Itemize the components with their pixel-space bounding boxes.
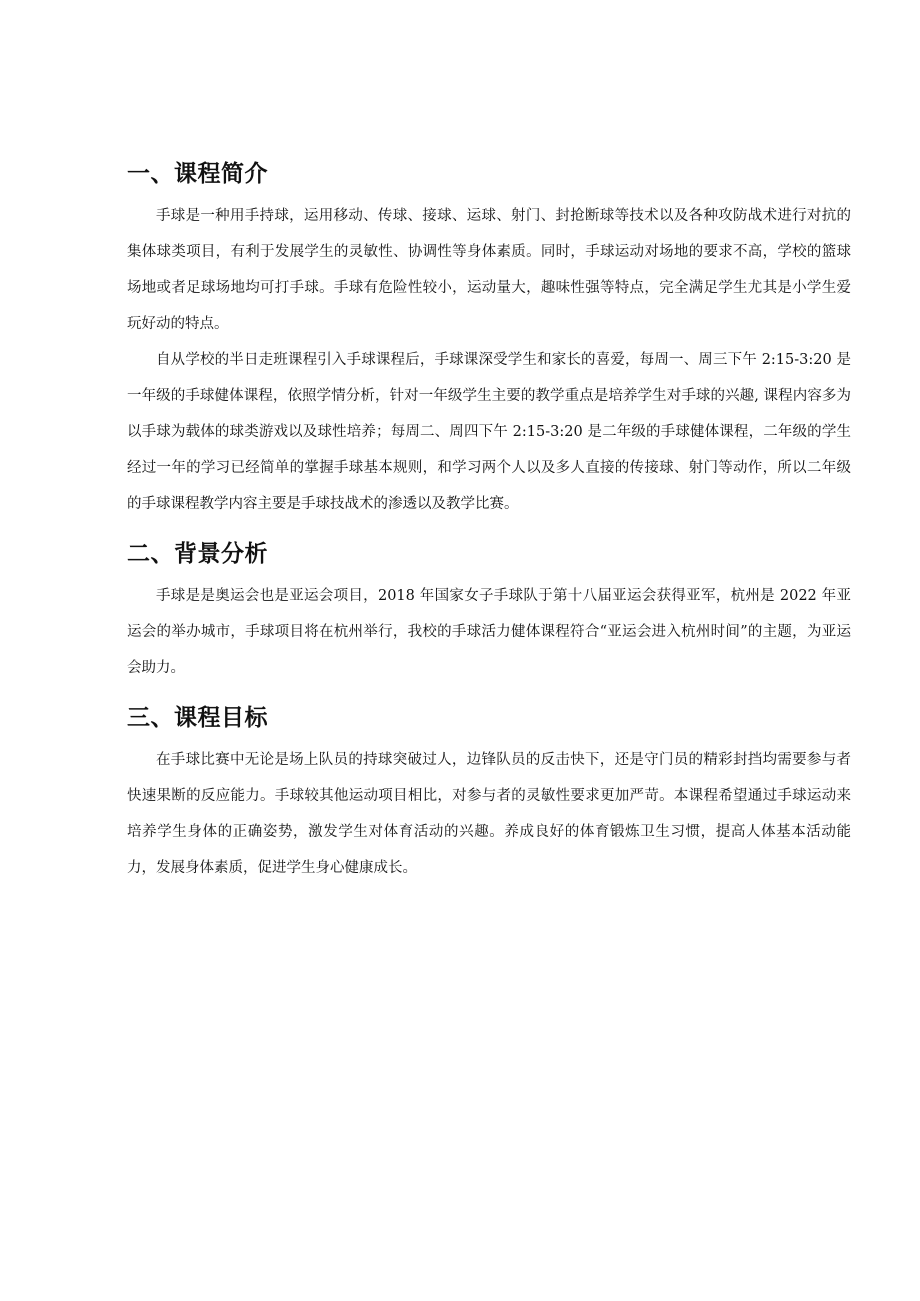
document-content (127, 152, 851, 886)
section-heading: 三、课程目标 (127, 705, 268, 731)
paragraph: 在手球比赛中无论是场上队员的持球突破过人，边锋队员的反击快下，还是守门员的精彩封挡均需要参与者快速果断的反应能力。手球较其他运动项目相比，对参与者的灵敏性要求更加严苛。本课程希望通过手球运动来培养学生身体的正确姿势，激发学生对体育活动的兴趣。养成良好的体育锻炼卫生习惯，提高人体基本活动能力，发展身体素质，促进学生身心健康成长。 (127, 752, 851, 876)
section-course-intro (127, 152, 851, 522)
paragraph: 自从学校的半日走班课程引入手球课程后，手球课深受学生和家长的喜爱，每周一、周三下午 2:15-3:20 是一年级的手球健体课程，依照学情分析，针对一年级学生主要的教学重点是培养学生对手球的兴趣, 课程内容多为以手球为载体的球类游戏以及球性培养；每周二、周四下午 2:15-3:20 是二年级的手球健体课程，二年级的学生经过一年的学习已经简单的掌握手球基本规则，和学习两个人以及多人直接的传接球、射门等动作，所以二年级的手球课程教学内容主要是手球技战术的渗透以及教学比赛。 (127, 352, 851, 512)
paragraph: 手球是是奥运会也是亚运会项目，2018 年国家女子手球队于第十八届亚运会获得亚军，杭州是 2022 年亚运会的举办城市，手球项目将在杭州举行，我校的手球活力健体课程符合“亚运会进入杭州时间”的主题，为亚运会助力。 (127, 588, 851, 676)
section-heading: 一、课程简介 (127, 161, 268, 187)
paragraph: 手球是一种用手持球，运用移动、传球、接球、运球、射门、封抢断球等技术以及各种攻防战术进行对抗的集体球类项目，有利于发展学生的灵敏性、协调性等身体素质。同时，手球运动对场地的要求不高，学校的篮球场地或者足球场地均可打手球。手球有危险性较小，运动量大，趣味性强等特点，完全满足学生尤其是小学生爱玩好动的特点。 (127, 208, 851, 332)
section-background (127, 532, 851, 686)
section-heading: 二、背景分析 (127, 541, 268, 567)
section-course-goals (127, 696, 851, 886)
